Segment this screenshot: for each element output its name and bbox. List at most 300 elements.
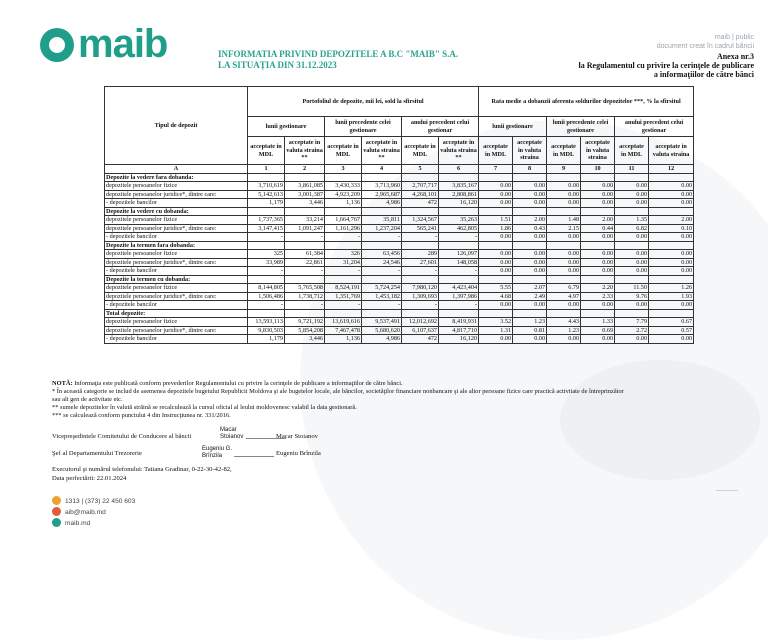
table-cell: 6.82 <box>615 224 649 233</box>
table-cell: 472 <box>402 199 439 208</box>
table-cell-empty <box>513 207 547 216</box>
column-number: 1 <box>248 165 285 174</box>
period-header: lunii precedente celei gestionare <box>547 117 615 137</box>
sub-header-fx: acceptate in valuta straina ** <box>285 137 325 165</box>
sub-header-fx: acceptate in valuta straina <box>581 137 615 165</box>
table-cell: - <box>402 233 439 242</box>
head-sig-line2: Brînzila <box>202 453 223 459</box>
table-cell: 0.00 <box>615 267 649 276</box>
table-cell-empty <box>581 173 615 182</box>
preparation-date: Data perfectării: 22.01.2024 <box>52 475 127 482</box>
table-cell: 0.43 <box>513 224 547 233</box>
table-cell: 1.23 <box>513 318 547 327</box>
table-cell: 5,142,613 <box>248 190 285 199</box>
vice-sig-line2: Stoianov <box>220 434 244 440</box>
table-cell: - <box>439 233 479 242</box>
table-cell: 63,456 <box>362 250 402 259</box>
table-cell: 0.00 <box>547 250 581 259</box>
table-cell: 2.15 <box>547 224 581 233</box>
table-cell-empty <box>615 173 649 182</box>
classification-line2: document creat în cadrul băncii <box>656 43 754 50</box>
table-cell-empty <box>362 173 402 182</box>
row-label: - depozitele bancilor <box>105 335 248 344</box>
table-cell-empty <box>402 241 439 250</box>
table-cell-empty <box>439 207 479 216</box>
table-cell: 5,724,254 <box>362 284 402 293</box>
background-watermark-lower <box>560 360 760 480</box>
table-cell: 5,680,620 <box>362 326 402 335</box>
table-cell: 1.26 <box>649 284 694 293</box>
nota-label: NOTĂ: <box>52 380 73 387</box>
table-cell-empty <box>513 275 547 284</box>
table-cell: 1,738,712 <box>285 292 325 301</box>
table-cell-empty <box>649 207 694 216</box>
table-cell: 9,721,192 <box>285 318 325 327</box>
table-cell: - <box>285 301 325 310</box>
contact-email-text[interactable]: aib@maib.md <box>65 509 106 516</box>
table-cell: 0.00 <box>479 250 513 259</box>
sub-header-mdl: acceptate in MDL <box>248 137 285 165</box>
table-cell-empty <box>285 241 325 250</box>
row-label: - depozitele bancilor <box>105 199 248 208</box>
table-cell-empty <box>285 275 325 284</box>
table-cell: 7,980,120 <box>402 284 439 293</box>
table-cell-empty <box>547 241 581 250</box>
nota-text: Informaţia este publicată conform prevederilor Regulamentului cu privire la cerinţele de publicare a informaţiilor de către bănci. <box>74 380 403 387</box>
table-cell-empty <box>285 309 325 318</box>
table-cell: 0.00 <box>615 301 649 310</box>
table-cell-empty <box>325 275 362 284</box>
sub-header-fx: acceptate in valuta straina <box>513 137 547 165</box>
table-cell: 3,430,333 <box>325 182 362 191</box>
table-cell: 5,765,508 <box>285 284 325 293</box>
table-cell: 31,204 <box>325 258 362 267</box>
document-title-line2: LA SITUAȚIA DIN 31.12.2023 <box>218 60 337 70</box>
table-cell: 0.00 <box>547 199 581 208</box>
table-cell: 3.52 <box>479 318 513 327</box>
table-cell-empty <box>547 173 581 182</box>
table-cell: 61,384 <box>285 250 325 259</box>
table-cell: 4.97 <box>547 292 581 301</box>
table-cell: 4,986 <box>362 335 402 344</box>
table-cell: 35,263 <box>439 216 479 225</box>
table-cell-empty <box>513 173 547 182</box>
table-cell-empty <box>248 207 285 216</box>
table-cell: 1,237,204 <box>362 224 402 233</box>
column-number: A <box>105 165 248 174</box>
sub-header-mdl: acceptate in MDL <box>479 137 513 165</box>
table-cell: 1.31 <box>479 326 513 335</box>
table-cell: - <box>362 267 402 276</box>
section-row <box>105 275 694 284</box>
table-cell: 0.00 <box>649 190 694 199</box>
email-icon <box>52 507 61 516</box>
table-row <box>105 292 694 301</box>
contact-web[interactable] <box>52 518 135 529</box>
table-cell-empty <box>479 241 513 250</box>
table-cell: 7.79 <box>615 318 649 327</box>
document-title <box>218 49 458 71</box>
row-label: depozitele persoanelor juridice*, dintre care: <box>105 292 248 301</box>
table-cell: 8,144,805 <box>248 284 285 293</box>
table-cell: 1,506,486 <box>248 292 285 301</box>
table-cell: 0.10 <box>649 224 694 233</box>
table-cell: 0.00 <box>649 182 694 191</box>
table-cell: 0.00 <box>479 199 513 208</box>
table-cell: - <box>285 233 325 242</box>
table-cell: 12,012,692 <box>402 318 439 327</box>
table-cell: 33,214 <box>285 216 325 225</box>
table-cell-empty <box>513 241 547 250</box>
table-cell: 2.00 <box>581 216 615 225</box>
nota-line <box>52 380 732 388</box>
table-cell: 2,808,861 <box>439 190 479 199</box>
col-group-rate: Rata medie a dobanzii aferenta soldurilor depozitelor ***, % la sfirsitul <box>479 87 694 117</box>
table-cell: 0.00 <box>581 335 615 344</box>
table-cell: 1.23 <box>547 326 581 335</box>
row-label: depozitele persoanelor fizice <box>105 250 248 259</box>
table-cell: - <box>439 301 479 310</box>
table-cell: 0.00 <box>547 190 581 199</box>
table-cell: 0.00 <box>649 250 694 259</box>
table-cell: 8,524,191 <box>325 284 362 293</box>
column-number: 7 <box>479 165 513 174</box>
table-cell: 5.55 <box>479 284 513 293</box>
maib-logo <box>40 22 168 66</box>
treasury-head-signature-mark <box>234 444 274 457</box>
table-cell: - <box>362 233 402 242</box>
table-cell-empty <box>615 309 649 318</box>
table-cell-empty <box>325 241 362 250</box>
table-row <box>105 182 694 191</box>
table-cell: 289 <box>402 250 439 259</box>
table-cell: 0.00 <box>513 301 547 310</box>
period-header: anului precedent celui gestionar <box>615 117 694 137</box>
table-cell: 0.00 <box>615 182 649 191</box>
table-cell: 1,324,567 <box>402 216 439 225</box>
section-label: Depozite la termen fara dobanda: <box>105 241 248 250</box>
table-cell: 1.35 <box>615 216 649 225</box>
table-cell: 0.00 <box>615 250 649 259</box>
table-cell: 35,811 <box>362 216 402 225</box>
table-cell: 2.00 <box>513 216 547 225</box>
table-cell-empty <box>547 309 581 318</box>
table-cell: 1,179 <box>248 335 285 344</box>
table-cell-empty <box>248 173 285 182</box>
table-cell: 4,986 <box>362 199 402 208</box>
table-cell: 0.00 <box>581 267 615 276</box>
table-cell-empty <box>479 309 513 318</box>
row-label: depozitele persoanelor juridice*, dintre care: <box>105 224 248 233</box>
table-cell: - <box>325 233 362 242</box>
table-cell: 27,601 <box>402 258 439 267</box>
row-label: depozitele persoanelor juridice*, dintre care: <box>105 326 248 335</box>
col-group-portfolio: Portofoliul de depozite, mii lei, sold la sfirsitul <box>248 87 479 117</box>
table-cell: 1,091,247 <box>285 224 325 233</box>
contact-phone-text: 1313 | (373) 22 450 603 <box>65 498 136 505</box>
table-cell: 4,923,209 <box>325 190 362 199</box>
table-cell: 1,136 <box>325 199 362 208</box>
column-number: 8 <box>513 165 547 174</box>
table-cell: 2.07 <box>513 284 547 293</box>
table-row <box>105 326 694 335</box>
table-cell: - <box>285 267 325 276</box>
table-cell: 0.00 <box>581 190 615 199</box>
vice-president-role: Vicepreşedintele Comitetului de Conducere al băncii <box>52 433 192 440</box>
table-cell: 0.00 <box>615 233 649 242</box>
sub-header-fx: acceptate in valuta straina <box>649 137 694 165</box>
sub-header-mdl: acceptate in MDL <box>547 137 581 165</box>
table-cell: 0.00 <box>649 267 694 276</box>
row-label: depozitele persoanelor fizice <box>105 284 248 293</box>
column-number: 9 <box>547 165 581 174</box>
row-label: - depozitele bancilor <box>105 233 248 242</box>
table-cell: 2,965,687 <box>362 190 402 199</box>
col-header-deposit-type: Tipul de depozit <box>105 87 248 165</box>
row-label: depozitele persoanelor fizice <box>105 318 248 327</box>
table-cell: 2.20 <box>581 284 615 293</box>
table-cell: 3,861,085 <box>285 182 325 191</box>
table-cell: 0.00 <box>615 258 649 267</box>
table-cell: 0.00 <box>581 199 615 208</box>
table-cell-empty <box>439 173 479 182</box>
column-number: 10 <box>581 165 615 174</box>
section-row <box>105 309 694 318</box>
column-number: 11 <box>615 165 649 174</box>
table-cell-empty <box>581 241 615 250</box>
column-number: 6 <box>439 165 479 174</box>
table-cell: 4,817,710 <box>439 326 479 335</box>
table-cell-empty <box>285 173 325 182</box>
table-cell: - <box>248 267 285 276</box>
table-cell-empty <box>649 241 694 250</box>
table-cell-empty <box>649 275 694 284</box>
table-cell: 1,179 <box>248 199 285 208</box>
table-cell: 16,120 <box>439 199 479 208</box>
table-cell: 1,737,365 <box>248 216 285 225</box>
table-cell-empty <box>248 275 285 284</box>
table-cell: 4.68 <box>479 292 513 301</box>
table-cell: 1,351,769 <box>325 292 362 301</box>
notes-block <box>52 380 732 420</box>
table-cell-empty <box>615 207 649 216</box>
table-cell: 148,058 <box>439 258 479 267</box>
row-label: depozitele persoanelor juridice*, dintre care: <box>105 258 248 267</box>
table-cell: 1.93 <box>649 292 694 301</box>
table-cell: 6,107,637 <box>402 326 439 335</box>
table-cell: - <box>248 301 285 310</box>
table-cell: 0.67 <box>649 318 694 327</box>
phone-icon <box>52 496 61 505</box>
period-header: anului precedent celui gestionar <box>402 117 479 137</box>
table-cell-empty <box>248 241 285 250</box>
section-label: Depozite la vedere cu dobanda: <box>105 207 248 216</box>
section-label: Depozite la termen cu dobanda: <box>105 275 248 284</box>
table-cell: 0.00 <box>479 267 513 276</box>
table-cell: 0.00 <box>513 250 547 259</box>
table-cell-empty <box>362 309 402 318</box>
table-cell-empty <box>581 309 615 318</box>
table-cell: 1,309,693 <box>402 292 439 301</box>
table-cell: 0.00 <box>479 233 513 242</box>
table-cell: 0.00 <box>547 301 581 310</box>
contact-web-text[interactable]: maib.md <box>65 520 91 527</box>
table-row <box>105 250 694 259</box>
table-cell-empty <box>362 207 402 216</box>
table-row <box>105 335 694 344</box>
table-row <box>105 318 694 327</box>
table-cell: 3,446 <box>285 335 325 344</box>
table-cell-empty <box>325 309 362 318</box>
table-cell: 1,664,767 <box>325 216 362 225</box>
table-cell-empty <box>325 207 362 216</box>
table-cell-empty <box>615 275 649 284</box>
table-cell: 0.00 <box>513 190 547 199</box>
table-cell-empty <box>581 275 615 284</box>
decorative-dash <box>716 490 738 491</box>
section-row <box>105 207 694 216</box>
treasury-head-role: Şef al Departamentului Trezorerie <box>52 450 142 457</box>
table-cell: 2.72 <box>615 326 649 335</box>
table-cell: 0.00 <box>581 182 615 191</box>
table-cell-empty <box>285 207 325 216</box>
table-cell: 0.00 <box>615 190 649 199</box>
table-cell: 0.00 <box>513 267 547 276</box>
table-cell: 0.00 <box>513 199 547 208</box>
table-cell-empty <box>649 173 694 182</box>
table-cell: 0.00 <box>581 250 615 259</box>
table-cell: 0.81 <box>513 326 547 335</box>
column-number: 4 <box>362 165 402 174</box>
row-label: - depozitele bancilor <box>105 267 248 276</box>
table-cell: - <box>325 301 362 310</box>
table-cell: 0.00 <box>581 258 615 267</box>
table-cell-empty <box>479 207 513 216</box>
table-row <box>105 233 694 242</box>
table-cell: 0.00 <box>513 182 547 191</box>
table-cell: 0.00 <box>547 182 581 191</box>
classification-line1: maib | public <box>714 34 754 41</box>
table-cell: 565,241 <box>402 224 439 233</box>
table-cell: 1,161,296 <box>325 224 362 233</box>
table-cell: - <box>362 301 402 310</box>
vice-sig-line1: Macar <box>220 427 237 433</box>
table-cell: 0.00 <box>479 335 513 344</box>
table-cell-empty <box>402 173 439 182</box>
table-cell: 2.00 <box>649 216 694 225</box>
contact-email[interactable] <box>52 507 135 518</box>
table-cell: - <box>248 233 285 242</box>
table-row <box>105 216 694 225</box>
section-label: Depozite la vedere fara dobanda: <box>105 173 248 182</box>
table-cell: 3,713,960 <box>362 182 402 191</box>
table-cell: 3,147,415 <box>248 224 285 233</box>
section-row <box>105 173 694 182</box>
table-cell: 3,001,387 <box>285 190 325 199</box>
row-label: depozitele persoanelor juridice*, dintre care: <box>105 190 248 199</box>
table-cell: 0.00 <box>547 258 581 267</box>
table-cell: 0.69 <box>581 326 615 335</box>
footnote-2: ** sumele depozitelor în valută străină se recalculează la cursul oficial al leului moldovenesc valabil la data gestionară. <box>52 404 357 411</box>
column-number: 2 <box>285 165 325 174</box>
table-cell-empty <box>402 275 439 284</box>
table-cell: 126,097 <box>439 250 479 259</box>
annex-line2: la Regulamentul cu privire la cerinţele de publicare <box>578 61 754 70</box>
globe-icon <box>52 518 61 527</box>
table-cell: 9,537,491 <box>362 318 402 327</box>
table-cell: 4,268,101 <box>402 190 439 199</box>
table-cell-empty <box>479 173 513 182</box>
table-cell-empty <box>649 309 694 318</box>
table-cell: 0.00 <box>479 301 513 310</box>
head-sig-line1: Eugeniu G. <box>202 446 233 452</box>
table-row <box>105 258 694 267</box>
table-cell: 0.00 <box>649 258 694 267</box>
table-cell: 0.00 <box>479 258 513 267</box>
vice-president-name: Macar Stoianov <box>276 433 318 440</box>
table-cell: 1.48 <box>547 216 581 225</box>
table-cell: 0.00 <box>479 190 513 199</box>
period-header: lunii precedente celei gestionare <box>325 117 402 137</box>
table-cell: 9.76 <box>615 292 649 301</box>
table-cell: - <box>325 267 362 276</box>
table-cell: 0.00 <box>649 301 694 310</box>
table-cell: 326 <box>325 250 362 259</box>
table-cell: 2.33 <box>581 292 615 301</box>
contacts-block <box>52 496 135 529</box>
table-cell: 0.00 <box>581 233 615 242</box>
table-cell: 4.43 <box>547 318 581 327</box>
table-cell-empty <box>581 207 615 216</box>
table-row <box>105 190 694 199</box>
row-label: - depozitele bancilor <box>105 301 248 310</box>
section-row <box>105 241 694 250</box>
table-cell-empty <box>439 275 479 284</box>
table-cell: 33,989 <box>248 258 285 267</box>
classification-label <box>657 33 754 51</box>
table-cell: 8,419,931 <box>439 318 479 327</box>
deposits-table-body <box>105 173 694 343</box>
table-cell-empty <box>402 309 439 318</box>
table-cell: 1.51 <box>479 216 513 225</box>
maib-logo-icon <box>40 28 74 62</box>
row-label: depozitele persoanelor fizice <box>105 182 248 191</box>
table-cell: - <box>439 267 479 276</box>
table-cell: 472 <box>402 335 439 344</box>
table-cell: 2.49 <box>513 292 547 301</box>
sub-header-mdl: acceptate in MDL <box>402 137 439 165</box>
period-header: lunii gestionare <box>479 117 547 137</box>
table-cell: 0.57 <box>649 326 694 335</box>
table-cell: 3,710,619 <box>248 182 285 191</box>
table-cell: 1.33 <box>581 318 615 327</box>
maib-logo-text: maib <box>78 22 168 66</box>
table-cell: 3,835,167 <box>439 182 479 191</box>
annex-reference <box>579 52 754 79</box>
executor-info: Executorul şi numărul telefonului: Tatiana Gradinar, 0-22-30-42-82, <box>52 466 232 473</box>
table-cell: 13,619,616 <box>325 318 362 327</box>
table-cell: 16,120 <box>439 335 479 344</box>
column-number: 5 <box>402 165 439 174</box>
table-cell: 0.00 <box>513 233 547 242</box>
table-cell: 5,854,208 <box>285 326 325 335</box>
table-cell-empty <box>325 173 362 182</box>
table-cell-empty <box>479 275 513 284</box>
table-cell: 0.00 <box>479 182 513 191</box>
table-cell: 11.50 <box>615 284 649 293</box>
table-cell: 2,707,717 <box>402 182 439 191</box>
footnote-1-continued: sau alt gen de activitate etc. <box>52 396 123 403</box>
